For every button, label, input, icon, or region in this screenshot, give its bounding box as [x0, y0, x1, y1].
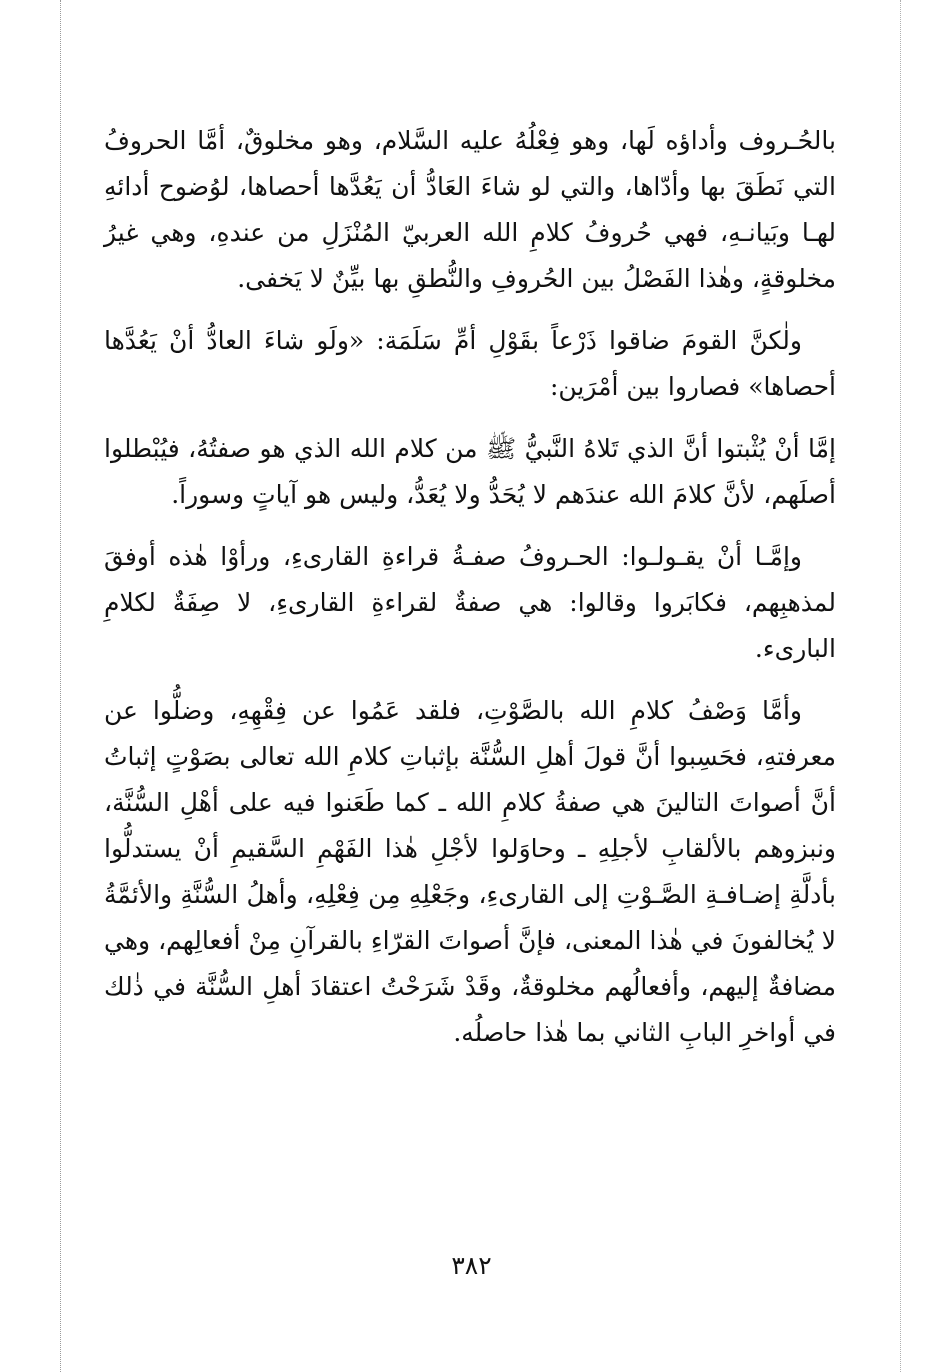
scan-margin-left-dotted-line [60, 0, 61, 1372]
paragraph-4: وإمَّـا أنْ يقـولـوا: الحـروفُ صفـةُ قراءةِ القارىءِ، ورأوْا هٰذه أوفقَ لمذهبِهم، فكابَروا وقالوا: هي صفةٌ لقراءةِ القارىءِ، لا صِفَةٌ لكلامِ البارىء. [104, 542, 836, 663]
paragraph-3: إمَّا أنْ يُثْبتوا أنَّ الذي تَلاهُ النَّبيُّ ﷺ من كلام الله الذي هو صفتُهُ، فيُبْطلوا أصلَهم، لأنَّ كلامَ الله عندَهم لا يُحَدُّ ولا يُعَدُّ، وليس هو آياتٍ وسوراً. [104, 434, 836, 509]
page-body [104, 118, 836, 1072]
paragraph-1: بالحُـروف وأداؤه لَها، وهو فِعْلُهُ عليه السَّلام، وهو مخلوقٌ، أمَّا الحروفُ التي نَطَقَ بها وأدّاها، والتي لو شاءَ العَادُّ أن يَعُدَّها أحصاها، لوُضوح أدائهِ لهـا وبَيانـهِ، فهي حُروفُ كلامِ الله العربيّ المُنْزَلِ من عندهِ، وهي غيرُ مخلوقةٍ، وهٰذا الفَصْلُ بين الحُروفِ والنُّطقِ بها بيِّنٌ لا يَخفى. [104, 126, 836, 293]
page-number: ٣٨٢ [451, 1251, 492, 1280]
paragraph-2: ولٰكنَّ القومَ ضاقوا ذَرْعاً بقَوْلِ أمِّ سَلَمَة: «ولَو شاءَ العادُّ أنْ يَعُدَّها أحصاها» فصاروا بين أمْرَين: [104, 326, 836, 401]
scan-margin-right-dotted-line [900, 0, 901, 1372]
paragraph-5: وأمَّا وَصْفُ كلامِ الله بالصَّوْتِ، فلقد عَمُوا عن فِقْهِهِ، وضلُّوا عن معرفتهِ، فحَسِبوا أنَّ قولَ أهلِ السُّنَّة بإثباتِ كلامِ الله تعالى بصَوْتٍ إثباتُ أنَّ أصواتَ التالينَ هي صفةُ كلامِ الله ـ كما طَعَنوا فيه على أهْلِ السُّنَّة، ونبزوهم بالألقابِ لأجلِهِ ـ وحاوَلوا لأجْلِ هٰذا الفَهْمِ السَّقيمِ أنْ يستدلُّوا بأدلَّةِ إضـافـةِ الصَّـوْتِ إلى القارىءِ، وجَعْلِهِ مِن فِعْلِهِ، وأهلُ السُّنَّةِ والأئمَّةُ لا يُخالفونَ في هٰذا المعنى، فإنَّ أصواتَ القرّاءِ بالقرآنِ مِنْ أفعالِهم، وهي مضافةٌ إليهم، وأفعالُهم مخلوقةٌ، وقَدْ شَرَحْتُ اعتقادَ أهلِ السُّنَّة في ذٰلك في أواخرِ البابِ الثاني بما هٰذا حاصلُه. [104, 696, 837, 1047]
